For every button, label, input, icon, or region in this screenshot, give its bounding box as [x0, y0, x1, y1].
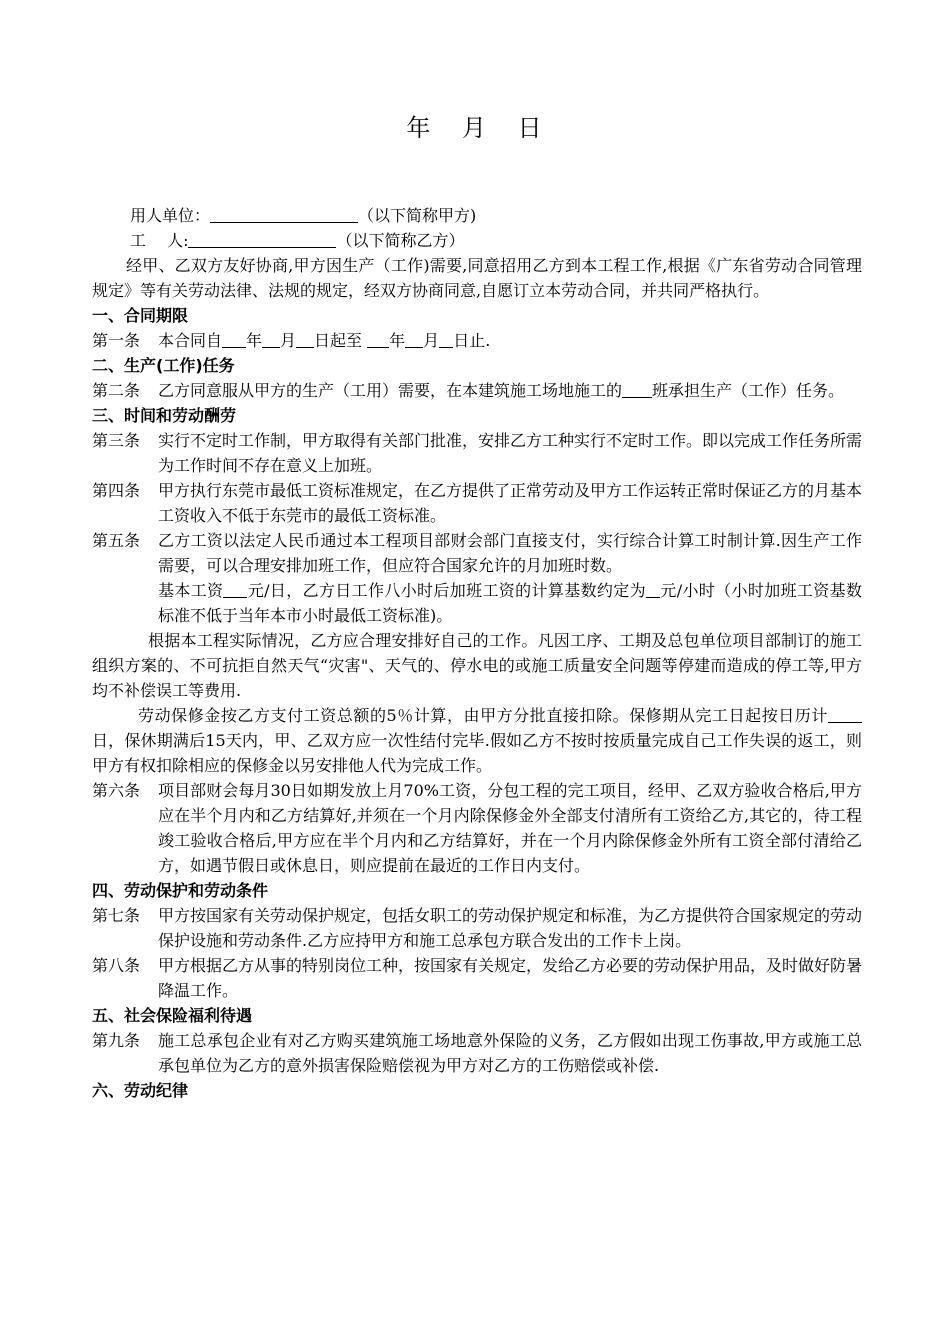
clause-text: 基本工资 — [158, 581, 224, 600]
clause-number: 第四条 — [92, 481, 141, 500]
clause-number: 第五条 — [92, 531, 141, 550]
blank-field — [222, 330, 246, 348]
clause-5-paragraph-3 — [92, 703, 862, 778]
clause-text: 元/小时（小时加班工资基数标准不低于当年本市小时最低工资标准)。 — [158, 581, 862, 625]
clause-number: 第七条 — [92, 906, 141, 925]
clause-text: 甲方按国家有关劳动保护规定，包括女职工的劳动保护规定和标准，为乙方提供符合国家规定的劳动保护设施和劳动条件.乙方应持甲方和施工总承包方联合发出的工作卡上岗。 — [158, 906, 863, 950]
clause-text: 年 — [246, 331, 263, 350]
clause-text: 年 — [389, 331, 406, 350]
employer-line — [92, 203, 862, 228]
month-label: 月 — [462, 114, 488, 142]
clause-5-paragraph-2: 根据本工程实际情况，乙方应合理安排好自己的工作。凡因工序、工期及总包单位项目部制订的施工组织方案的、不可抗拒自然天气“灾害"、天气的、停水电的或施工质量安全问题等停建而造成的停工等,甲方均不补偿误工等费用. — [92, 631, 862, 700]
blank-field — [262, 330, 280, 348]
clause-text: 日起至 — [314, 331, 363, 350]
clause-3 — [92, 428, 862, 478]
clause-1 — [92, 328, 862, 353]
clause-number: 第三条 — [92, 431, 141, 450]
clause-text: 月 — [423, 331, 440, 350]
section-heading: 三、时间和劳动酬劳 — [92, 406, 237, 425]
blank-field — [439, 330, 453, 348]
clause-number: 第八条 — [92, 956, 141, 975]
blank-field — [223, 580, 247, 598]
clause-9 — [92, 1028, 862, 1078]
clause-6 — [92, 778, 862, 878]
clause-number: 第二条 — [92, 381, 141, 400]
day-label: 日 — [517, 114, 544, 142]
clause-text: 项目部财会每月30日如期发放上月70%工资，分包工程的完工项目，经甲、乙双方验收合格后,甲方应在半个月内和乙方结算好,并须在一个月内除保修金外全部支付清所有工资给乙方,其它的，待工程竣工验收合格后,甲方应在半个月内和乙方结算好，并在一个月内除保修金外所有工资全部付清给乙方，如遇节假日或休息日，则应提前在最近的工作日内支付。 — [158, 781, 862, 875]
section-heading: 二、生产(工作)任务 — [92, 356, 235, 375]
clause-number: 第一条 — [92, 331, 141, 350]
clause-5 — [92, 528, 862, 628]
blank-field — [296, 330, 314, 348]
blank-field — [367, 330, 389, 348]
worker-suffix: （以下简称乙方） — [336, 231, 465, 250]
clause-text: 日，保休期满后15天内，甲、乙双方应一次性结付完毕.假如乙方不按时按质量完成自己工作失误的返工，则甲方有权扣除相应的保修金以另安排他人代为完成工作。 — [92, 731, 862, 775]
section-heading: 六、劳动纪律 — [92, 1081, 189, 1100]
year-label: 年 — [406, 114, 433, 142]
clause-text: 班承担生产（工作）任务。 — [652, 381, 845, 400]
section-heading: 一、合同期限 — [92, 306, 189, 325]
section-heading: 四、劳动保护和劳动条件 — [92, 881, 269, 900]
clause-text: 乙方工资以法定人民币通过本工程项目部财会部门直接支付，实行综合计算工时制计算.因生产工作需要，可以合理安排加班工作，但应符合国家允许的月加班时数。 — [158, 531, 862, 575]
clause-text: 本合同自 — [158, 331, 223, 350]
clause-8 — [92, 953, 862, 1003]
clause-text: 月 — [280, 331, 297, 350]
clause-4 — [92, 478, 862, 528]
worker-label: 工 人: — [130, 231, 189, 250]
clause-text: 劳动保修金按乙方支付工资总额的5％计算，由甲方分批直接扣除。保修期从完工日起按日历计 — [138, 706, 828, 725]
clause-text: 乙方同意服从甲方的生产（工用）需要，在本建筑施工场地施工的 — [158, 381, 623, 400]
clause-2 — [92, 378, 862, 403]
employer-blank — [210, 205, 358, 223]
clause-number: 第六条 — [92, 781, 141, 800]
intro-paragraph: 经甲、乙双方友好协商,甲方因生产（工作)需要,同意招用乙方到本工程工作,根据《广东省劳动合同管理规定》等有关劳动法律、法规的规定，经双方协商同意,自愿订立本劳动合同，并共同严格执行。 — [92, 256, 862, 300]
worker-blank — [188, 230, 336, 248]
worker-line — [92, 228, 862, 253]
blank-field — [828, 705, 862, 723]
clause-text: 日止. — [453, 331, 491, 350]
date-header — [0, 108, 950, 143]
clause-text: 实行不定时工作制，甲方取得有关部门批准，安排乙方工种实行不定时工作。即以完成工作任务所需为工作时间不存在意义上加班。 — [158, 431, 863, 475]
employer-suffix: （以下简称甲方) — [358, 206, 477, 225]
clause-text: 甲方执行东莞市最低工资标准规定，在乙方提供了正常劳动及甲方工作运转正常时保证乙方的月基本工资收入不低于东莞市的最低工资标准。 — [158, 481, 863, 525]
blank-field — [405, 330, 423, 348]
clause-text: 元/日，乙方日工作八小时后加班工资的计算基数约定为 — [247, 581, 646, 600]
contract-body — [92, 203, 862, 1103]
blank-field — [646, 580, 660, 598]
clause-7 — [92, 903, 862, 953]
clause-text: 施工总承包企业有对乙方购买建筑施工场地意外保险的义务，乙方假如出现工伤事故,甲方或施工总承包单位为乙方的意外损害保险赔偿视为甲方对乙方的工伤赔偿或补偿. — [158, 1031, 862, 1075]
clause-text: 甲方根据乙方从事的特别岗位工种，按国家有关规定，发给乙方必要的劳动保护用品，及时做好防暑降温工作。 — [158, 956, 863, 1000]
blank-field — [622, 380, 652, 398]
employer-label: 用人单位： — [130, 206, 211, 225]
clause-number: 第九条 — [92, 1031, 141, 1050]
section-heading: 五、社会保险福利待遇 — [92, 1006, 253, 1025]
